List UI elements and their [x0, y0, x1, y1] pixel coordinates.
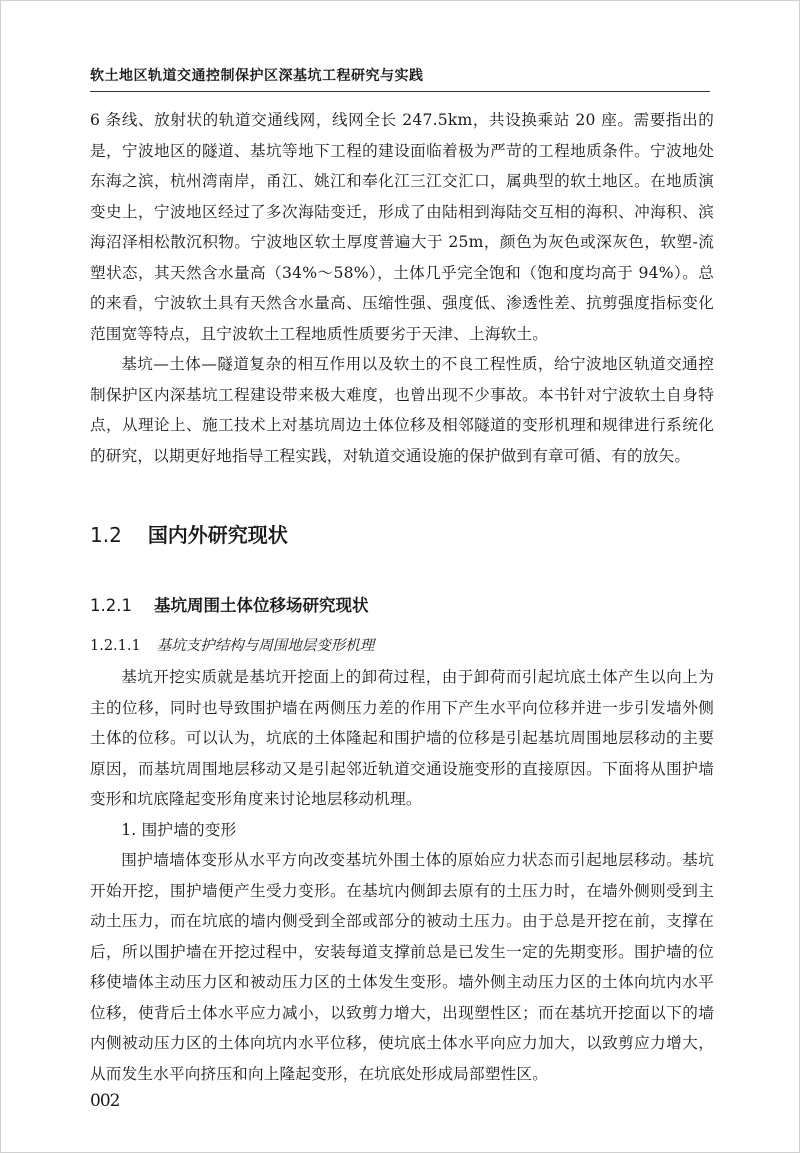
intro-paragraph-2: 基坑—土体—隧道复杂的相互作用以及软土的不良工程性质，给宁波地区轨道交通控制保护区内深基坑工程建设带来极大难度，也曾出现不少事故。本书针对宁波软土自身特点，从理论上、施工技术上对基坑周边土体位移及相邻隧道的变形机理和规律进行系统化的研究，以期更好地指导工程实践，对轨道交通设施的保护做到有章可循、有的放矢。 [90, 355, 714, 465]
running-header: 软土地区轨道交通控制保护区深基坑工程研究与实践 [90, 68, 424, 84]
mechanism-paragraph-1: 基坑开挖实质就是基坑开挖面上的卸荷过程，由于卸荷而引起坑底土体产生以向上为主的位移，同时也导致围护墙在两侧压力差的作用下产生水平向位移并进一步引发墙外侧土体的位移。可以认为，坑底的土体隆起和围护墙的位移是引起基坑周围地层移动的主要原因，而基坑周围地层移动又是引起邻近轨道交通设施变形的直接原因。下面将从围护墙变形和坑底隆起变形角度来讨论地层移动机理。 [90, 668, 714, 808]
mechanism-paragraph-2: 围护墙墙体变形从水平方向改变基坑外围土体的原始应力状态而引起地层移动。基坑开始开挖，围护墙便产生受力变形。在基坑内侧卸去原有的土压力时，在墙外侧则受到主动土压力，而在坑底的墙内侧受到全部或部分的被动土压力。由于总是开挖在前，支撑在后，所以围护墙在开挖过程中，安装每道支撑前总是已发生一定的先期变形。围护墙的位移使墙体主动压力区和被动压力区的土体发生变形。墙外侧主动压力区的土体向坑内水平位移，使背后土体水平应力减小，以致剪力增大，出现塑性区；而在基坑开挖面以下的墙内侧被动压力区的土体向坑内水平位移，使坑底土体水平向应力加大，以致剪应力增大，从而发生水平向挤压和向上隆起变形，在坑底处形成局部塑性区。 [90, 851, 714, 1083]
section-number: 1.2 [90, 523, 122, 547]
section-title: 基坑支护结构与周围地层变形机理 [156, 638, 375, 654]
section-1-2-1-heading [90, 592, 368, 616]
section-1-2-heading [90, 519, 288, 548]
mechanism-text-block [90, 662, 714, 1089]
intro-paragraph-1: 6 条线、放射状的轨道交通线网，线网全长 247.5km，共设换乘站 20 座。需要指出的是，宁波地区的隧道、基坑等地下工程的建设面临着极为严苛的工程地质条件。宁波地处东海之滨，杭州湾南岸，甬江、姚江和奉化江三江交汇口，属典型的软土地区。在地质演变史上，宁波地区经过了多次海陆变迁，形成了由陆相到海陆交互相的海积、冲海积、滨海沼泽相松散沉积物。宁波地区软土厚度普遍大于 25m，颜色为灰色或深灰色，软塑-流塑状态，其天然含水量高（34%～58%），土体几乎完全饱和（饱和度均高于 94%）。总的来看，宁波软土具有天然含水量高、压缩性强、强度低、渗透性差、抗剪强度指标变化范围宽等特点，且宁波软土工程地质性质要劣于天津、上海软土。 [90, 111, 714, 343]
section-1-2-1-1-heading [90, 634, 374, 655]
section-title: 国内外研究现状 [147, 523, 288, 547]
page-number: 002 [90, 1091, 120, 1111]
section-number: 1.2.1 [90, 596, 132, 615]
subheading-wall-deformation: 1. 围护墙的变形 [121, 820, 237, 839]
header-divider [90, 91, 710, 92]
section-number: 1.2.1.1 [90, 638, 141, 654]
intro-text-block [90, 105, 714, 471]
section-title: 基坑周围土体位移场研究现状 [153, 596, 369, 615]
